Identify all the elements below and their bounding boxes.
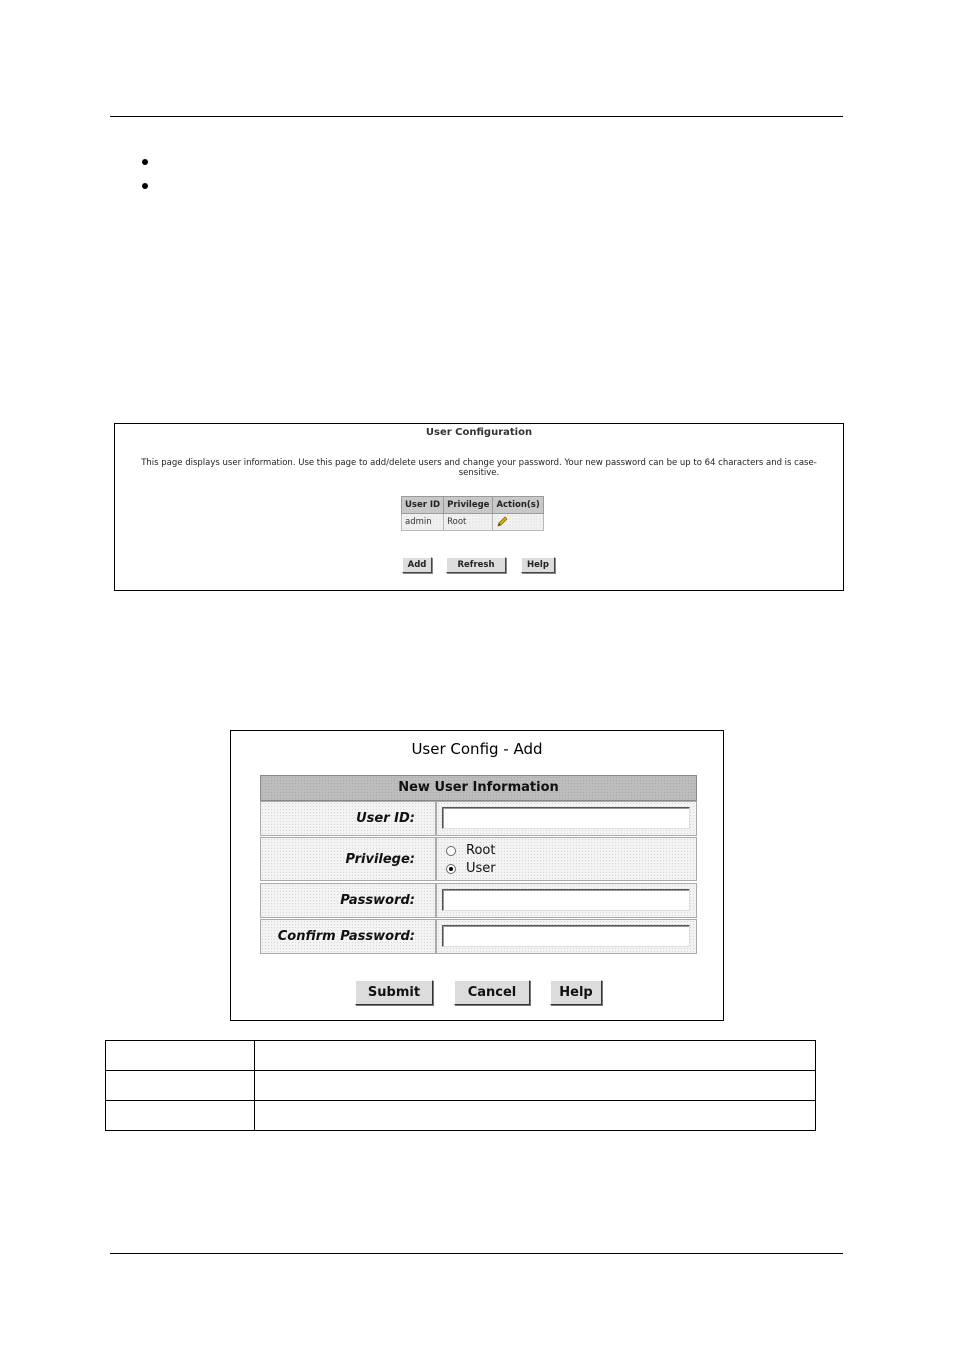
add-button[interactable]: Add xyxy=(402,557,432,573)
cancel-button[interactable]: Cancel xyxy=(454,980,530,1005)
bullet-2 xyxy=(142,183,148,189)
add-help-button[interactable]: Help xyxy=(550,980,602,1005)
confirm-password-input[interactable] xyxy=(442,925,690,947)
table-cell xyxy=(106,1041,255,1071)
user-table-header xyxy=(402,497,544,514)
cell-privilege: Root xyxy=(444,514,493,531)
privilege-option-user[interactable] xyxy=(446,861,496,876)
header-rule xyxy=(110,116,843,117)
col-actions: Action(s) xyxy=(493,497,543,514)
privilege-option-user-label: User xyxy=(466,861,496,876)
cell-actions xyxy=(493,514,543,531)
table-row xyxy=(106,1041,816,1071)
help-button[interactable]: Help xyxy=(521,557,555,573)
table-cell xyxy=(255,1041,816,1071)
confirm-password-label: Confirm Password: xyxy=(260,919,436,954)
submit-button[interactable]: Submit xyxy=(355,980,433,1005)
password-row xyxy=(260,883,697,918)
user-configuration-panel xyxy=(114,423,844,591)
table-row xyxy=(106,1071,816,1101)
user-config-add-title: User Config - Add xyxy=(411,740,543,758)
privilege-row xyxy=(260,837,697,881)
password-value-cell xyxy=(436,883,697,918)
user-table xyxy=(401,496,544,531)
privilege-value-cell xyxy=(436,837,697,881)
table-row xyxy=(106,1101,816,1131)
user-id-label: User ID: xyxy=(260,801,436,836)
radio-root[interactable] xyxy=(446,846,456,856)
user-id-input[interactable] xyxy=(442,807,690,829)
confirm-password-value-cell xyxy=(436,919,697,954)
privilege-label: Privilege: xyxy=(260,837,436,881)
refresh-button[interactable]: Refresh xyxy=(446,557,506,573)
pencil-icon[interactable] xyxy=(496,516,508,528)
privilege-option-root-label: Root xyxy=(466,843,496,858)
new-user-information-header: New User Information xyxy=(260,775,697,801)
table-cell xyxy=(255,1071,816,1101)
col-user-id: User ID xyxy=(402,497,444,514)
field-description-table xyxy=(105,1040,816,1131)
radio-user[interactable] xyxy=(446,864,456,874)
password-input[interactable] xyxy=(442,889,690,911)
cell-user-id: admin xyxy=(402,514,444,531)
table-row xyxy=(402,514,544,531)
user-configuration-title: User Configuration xyxy=(425,427,533,438)
footer-rule xyxy=(110,1253,843,1254)
password-label: Password: xyxy=(260,883,436,918)
table-cell xyxy=(255,1101,816,1131)
user-config-add-panel xyxy=(230,730,724,1021)
user-configuration-description: This page displays user information. Use this page to add/delete users and change your password. Your new password can be up to 64 characters and is case-sensitive. xyxy=(141,458,817,478)
col-privilege: Privilege xyxy=(444,497,493,514)
bullet-1 xyxy=(142,159,148,165)
user-id-row xyxy=(260,801,697,836)
table-cell xyxy=(106,1071,255,1101)
privilege-option-root[interactable] xyxy=(446,843,495,858)
user-id-value-cell xyxy=(436,801,697,836)
table-cell xyxy=(106,1101,255,1131)
confirm-password-row xyxy=(260,919,697,954)
